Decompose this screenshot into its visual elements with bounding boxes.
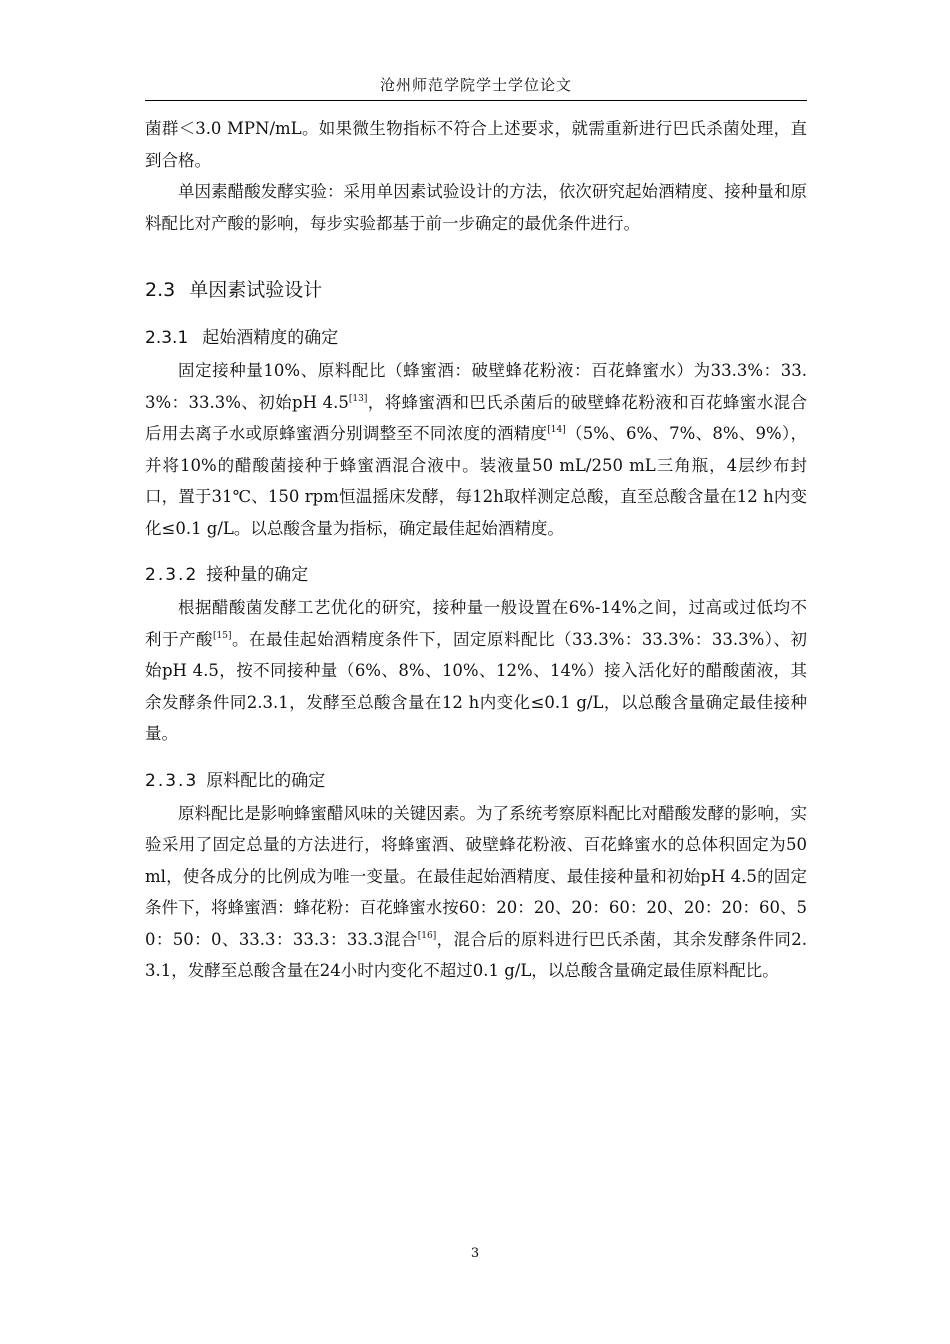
- paragraph-initial-alcohol: [145, 355, 807, 544]
- section-heading-2-3-1: [145, 323, 807, 353]
- section-title: 单因素试验设计: [189, 279, 323, 301]
- paragraph-single-factor-experiment: 单因素醋酸发酵实验：采用单因素试验设计的方法，依次研究起始酒精度、接种量和原料配比对产酸的影响，每步实验都基于前一步确定的最优条件进行。: [145, 182, 807, 233]
- text-segment: 固定接种量10%、原料配比（蜂蜜酒：破壁蜂花粉液：百花蜂蜜水）为33.3%：33.3%：33.3%、初始pH 4.5: [145, 361, 807, 412]
- page-header: 沧州师范学院学士学位论文: [379, 76, 572, 94]
- section-title: 接种量的确定: [206, 565, 309, 585]
- text-segment: ，混合后的原料进行巴氏杀菌，其余发酵条件同2.3.1，发酵至总酸含量在24小时内变化不超过0.1 g/L，以总酸含量确定最佳原料配比。: [145, 929, 807, 980]
- section-number: 2.3.3: [145, 770, 199, 791]
- citation-15: [15]: [213, 630, 232, 641]
- citation-14: [14]: [547, 425, 566, 435]
- paragraph-raw-material-ratio: [145, 798, 807, 987]
- text-segment: 原料配比是影响蜂蜜醋风味的关键因素。为了系统考察原料配比对醋酸发酵的影响，实验采用了固定总量的方法进行，将蜂蜜酒、破壁蜂花粉液、百花蜂蜜水的总体积固定为50ml，使各成分的比例成为唯一变量。在最佳起始酒精度、最佳接种量和初始pH 4.5的固定条件下，将蜂蜜酒：蜂花粉：百花蜂蜜水按60：20：20、20：60：20、20：20：60、50：50：0、33.3：33.3：33.3混合: [145, 803, 807, 949]
- text-segment: ，将蜂蜜酒和巴氏杀菌后的破壁蜂花粉液和百花蜂蜜水混合后用去离子水或原蜂蜜酒分别调整至不同浓度的酒精度: [145, 392, 807, 443]
- citation-13: [13]: [348, 393, 368, 404]
- page-content: [145, 113, 807, 987]
- section-title: 原料配比的确定: [206, 770, 326, 791]
- text-segment: 根据醋酸菌发酵工艺优化的研究，接种量一般设置在6%-14%之间，过高或过低均不利于产酸: [145, 598, 807, 649]
- paragraph-continued: 菌群＜3.0 MPN/mL。如果微生物指标不符合上述要求，就需重新进行巴氏杀菌处理，直到合格。: [145, 119, 807, 170]
- section-number: 2.3: [145, 279, 176, 301]
- section-heading-2-3-3: [145, 766, 807, 796]
- section-number: 2.3.2: [145, 565, 199, 585]
- paragraph-inoculum: [145, 592, 807, 750]
- page-number: 3: [470, 1246, 480, 1261]
- citation-16: [16]: [417, 930, 437, 941]
- text-segment: 。在最佳起始酒精度条件下，固定原料配比（33.3%：33.3%：33.3%）、初始pH 4.5，按不同接种量（6%、8%、10%、12%、14%）接入活化好的醋酸菌液，其余发酵条件同2.3.1，发酵至总酸含量在12 h内变化≤0.1 g/L，以总酸含量确定最佳接种量。: [145, 629, 808, 743]
- section-heading-2-3-2: [145, 560, 807, 590]
- section-heading-2-3: [145, 275, 807, 305]
- section-title: 起始酒精度的确定: [202, 328, 339, 348]
- header-rule: [145, 100, 807, 101]
- text-segment: （5%、6%、7%、8%、9%），并将10%的醋酸菌接种于蜂蜜酒混合液中。装液量50 mL/250 mL三角瓶，4层纱布封口，置于31℃、150 rpm恒温摇床发酵，每12h取样测定总酸，直至总酸含量在12 h内变化≤0.1 g/L。以总酸含量为指标，确定最佳起始酒精度。: [145, 424, 807, 538]
- section-number: 2.3.1: [145, 328, 189, 348]
